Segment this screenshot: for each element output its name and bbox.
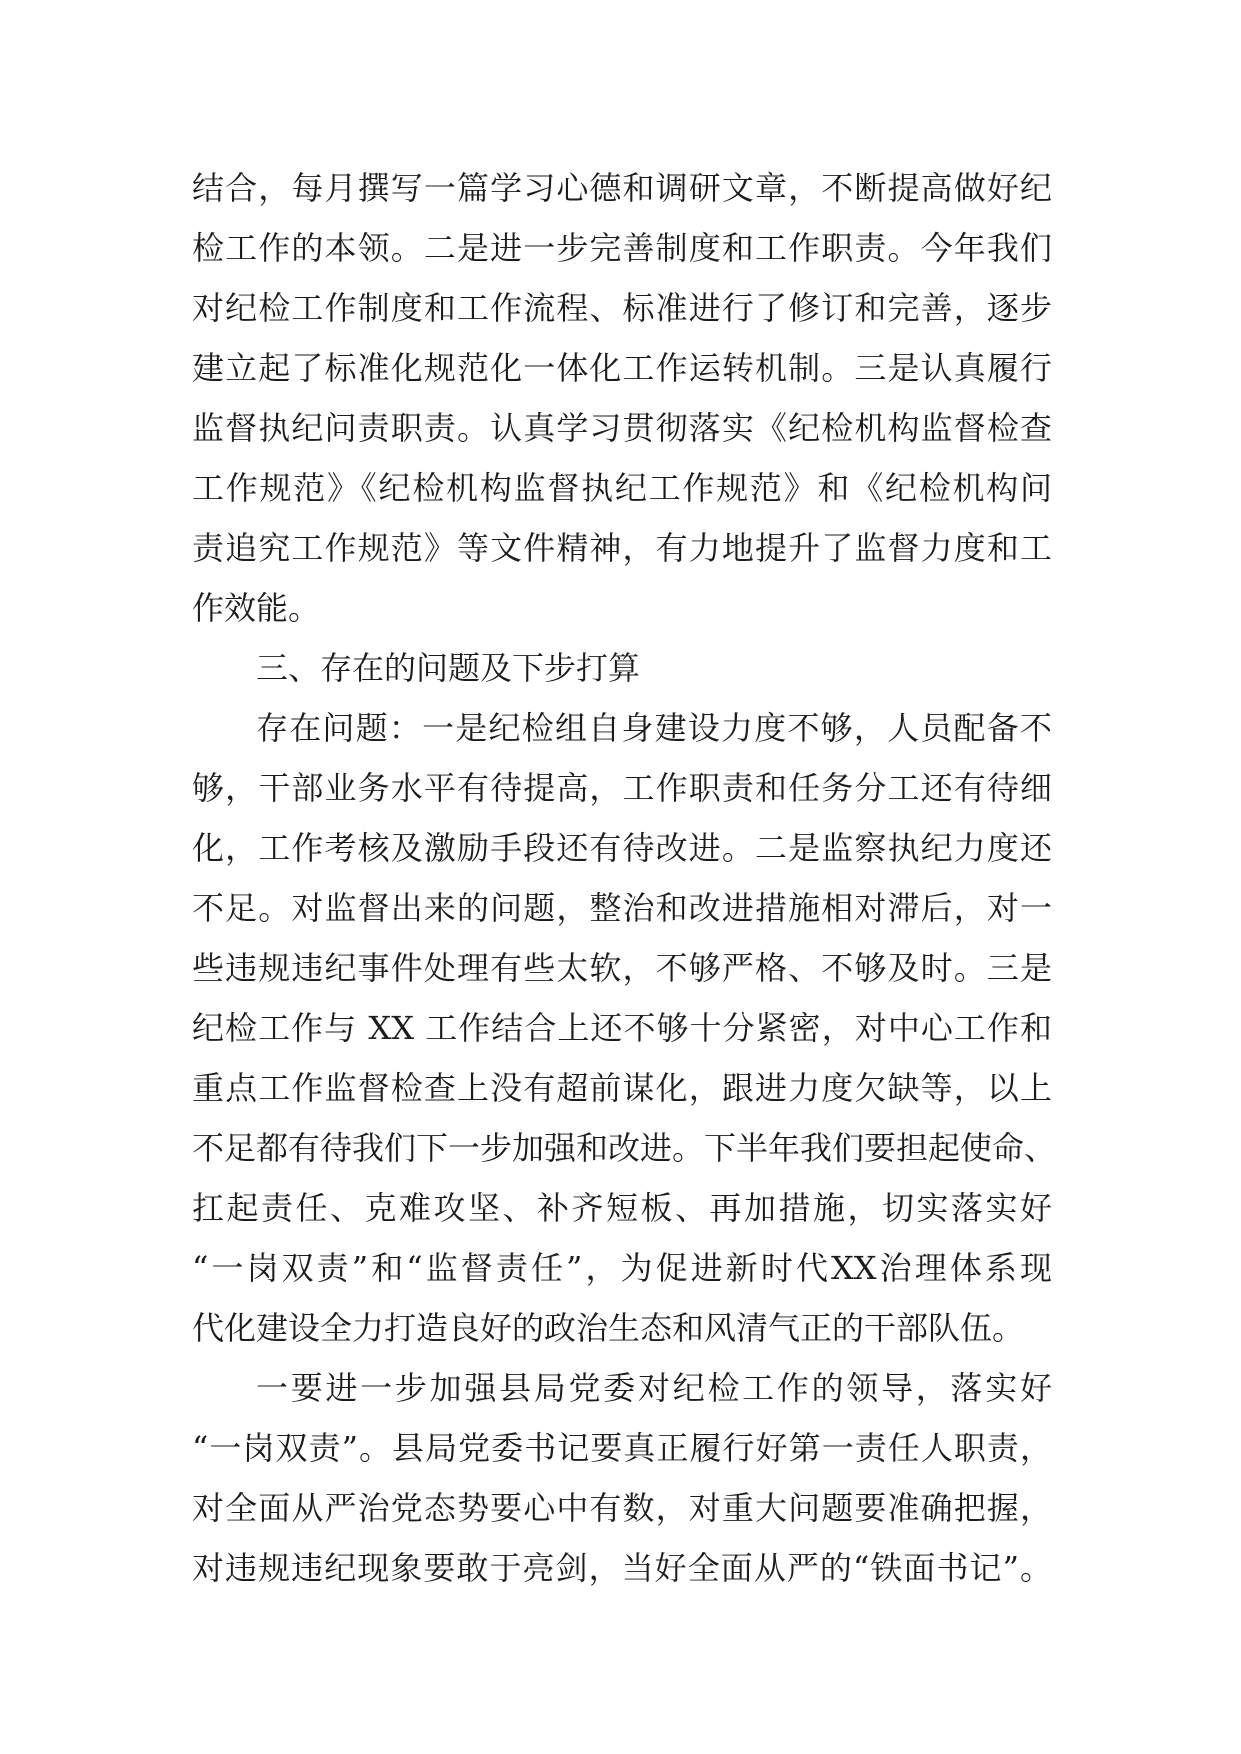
text-line: 对违规违纪现象要敢于亮剑，当好全面从严的“铁面书记”。 bbox=[192, 1549, 1052, 1587]
text-line: 够，干部业务水平有待提高，工作职责和任务分工还有待细 bbox=[192, 769, 1052, 807]
text-line: 建立起了标准化规范化一体化工作运转机制。三是认真履行 bbox=[192, 349, 1052, 387]
text-line: 代化建设全力打造良好的政治生态和风清气正的干部队伍。 bbox=[192, 1309, 1025, 1347]
paragraph-first-line: 存在问题：一是纪检组自身建设力度不够，人员配备不 bbox=[256, 709, 1052, 747]
text-line: 监督执纪问责职责。认真学习贯彻落实《纪检机构监督检查 bbox=[192, 409, 1052, 447]
text-line: 化，工作考核及激励手段还有待改进。二是监察执纪力度还 bbox=[192, 829, 1052, 867]
text-line: 不足。对监督出来的问题，整治和改进措施相对滞后，对一 bbox=[192, 889, 1052, 927]
text-line: 些违规违纪事件处理有些太软，不够严格、不够及时。三是 bbox=[192, 949, 1052, 987]
text-line: 作效能。 bbox=[192, 589, 321, 627]
text-line: 不足都有待我们下一步加强和改进。下半年我们要担起使命、 bbox=[192, 1129, 1057, 1167]
paragraph-first-line: 一要进一步加强县局党委对纪检工作的领导，落实好 bbox=[256, 1369, 1052, 1407]
text-line: “一岗双责”和“监督责任”，为促进新时代XX治理体系现 bbox=[192, 1249, 1052, 1287]
text-line: 重点工作监督检查上没有超前谋化，跟进力度欠缺等，以上 bbox=[192, 1069, 1052, 1107]
text-line: 纪检工作与 XX 工作结合上还不够十分紧密，对中心工作和 bbox=[192, 1009, 1052, 1047]
text-line: “一岗双责”。县局党委书记要真正履行好第一责任人职责， bbox=[192, 1429, 1052, 1467]
text-line: 结合，每月撰写一篇学习心德和调研文章，不断提高做好纪 bbox=[192, 169, 1052, 207]
text-line: 对全面从严治党态势要心中有数，对重大问题要准确把握， bbox=[192, 1489, 1052, 1527]
text-line: 责追究工作规范》等文件精神，有力地提升了监督力度和工 bbox=[192, 529, 1052, 567]
text-line: 工作规范》《纪检机构监督执纪工作规范》和《纪检机构问 bbox=[192, 469, 1052, 507]
text-line: 扛起责任、克难攻坚、补齐短板、再加措施，切实落实好 bbox=[192, 1189, 1052, 1227]
text-line: 检工作的本领。二是进一步完善制度和工作职责。今年我们 bbox=[192, 229, 1052, 267]
text-line: 对纪检工作制度和工作流程、标准进行了修订和完善，逐步 bbox=[192, 289, 1052, 327]
section-heading: 三、存在的问题及下步打算 bbox=[256, 649, 641, 687]
